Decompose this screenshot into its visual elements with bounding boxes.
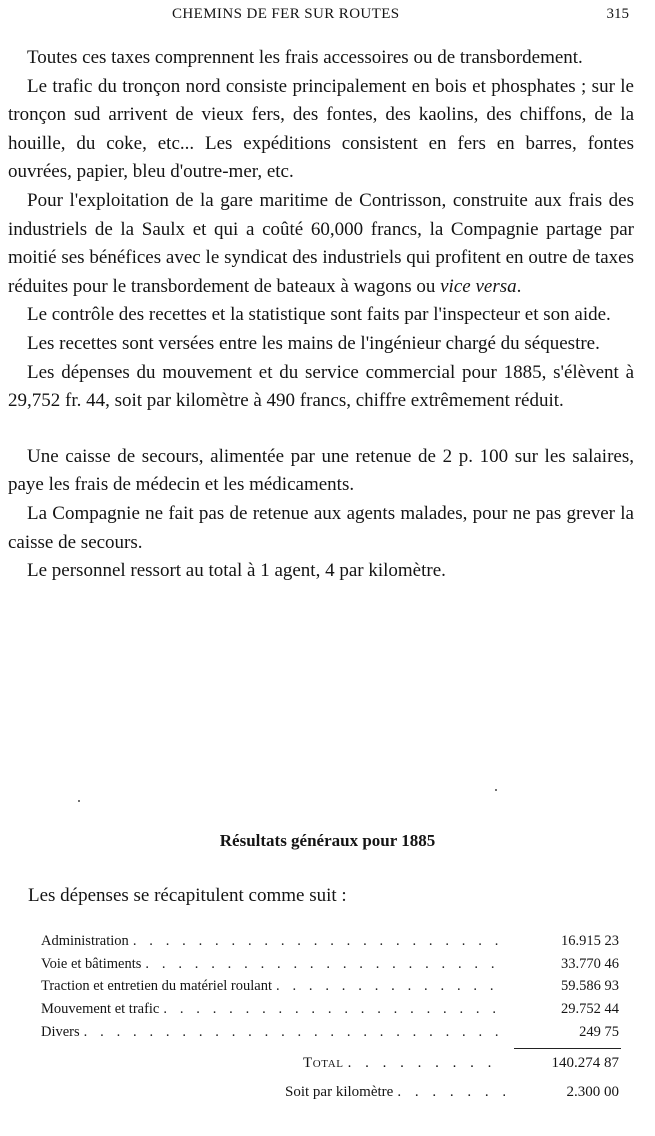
- per-km-row: [285, 1084, 619, 1101]
- running-title: CHEMINS DE FER SUR ROUTES: [172, 6, 400, 22]
- total-row: [303, 1055, 619, 1072]
- expense-ledger: [41, 933, 619, 1100]
- paragraph: Les recettes sont versées entre les mains de l'ingénieur chargé du séquestre.: [27, 332, 600, 354]
- total-label: Total: [303, 1055, 344, 1071]
- dot-leader: [397, 1084, 505, 1101]
- paragraph: La Compagnie ne fait pas de retenue aux agents malades, pour ne pas grever la caisse de secours.: [8, 502, 634, 553]
- paragraph-text: Pour l'exploitation de la gare maritime de Contrisson, construite aux frais des industriels de la Saulx et qui a coûté 60,000 francs, la Compagnie partage par moitié ses bénéfices avec le syndicat des industriels qui profitent en outre de taxes réduites pour le transbordement de bateaux à wagons ou: [8, 189, 634, 297]
- print-speck: [495, 789, 497, 791]
- page-number: 315: [606, 6, 629, 22]
- paragraph: Le contrôle des recettes et la statistique sont faits par l'inspecteur et son aide.: [27, 304, 611, 326]
- ledger-amount: 16.915 23: [561, 933, 619, 949]
- paragraph: Toutes ces taxes comprennent les frais accessoires ou de transbordement.: [27, 47, 583, 68]
- paragraph-contrisson: [8, 187, 634, 301]
- ledger-row: [41, 1024, 619, 1047]
- ledger-amount: 249 75: [579, 1023, 619, 1040]
- print-speck: [78, 800, 80, 802]
- paragraph: Le personnel ressort au total à 1 agent, 4 par kilomètre.: [27, 560, 446, 582]
- dot-leader: [163, 1001, 505, 1018]
- dot-leader: [348, 1055, 505, 1072]
- ledger-amount: 33.770 46: [561, 955, 619, 972]
- italic-phrase: vice versa: [440, 275, 517, 297]
- summary-intro: Les dépenses se récapitulent comme suit :: [28, 885, 347, 906]
- ledger-amount: 29.752 44: [561, 1001, 619, 1018]
- dot-leader: [276, 978, 505, 995]
- dot-leader: [133, 933, 505, 950]
- per-km-label: Soit par kilomètre: [285, 1084, 394, 1100]
- ledger-label: Divers: [41, 1023, 80, 1040]
- paragraph: Une caisse de secours, alimentée par une retenue de 2 p. 100 sur les salaires, paye les frais de médecin et les médicaments.: [8, 445, 634, 496]
- paragraph: Le trafic du tronçon nord consiste principalement en bois et phosphates ; sur le tronçon sud arrivent de vieux fers, des fontes, des kaolins, des chiffons, de la houille, du coke, etc... Les expéditions consistent en fers en barres, fontes ouvrées, papier, bleu d'outre-mer, etc.: [8, 75, 634, 183]
- ledger-label: Traction et entretien du matériel roulant: [41, 978, 272, 995]
- paragraph-end: .: [516, 275, 522, 297]
- page-header: [0, 6, 655, 28]
- total-amount: 140.274 87: [551, 1055, 619, 1071]
- section-title: Résultats généraux pour 1885: [219, 831, 436, 850]
- ledger-row: [41, 956, 619, 979]
- ledger-label: Voie et bâtiments: [41, 955, 142, 972]
- ledger-label: Mouvement et trafic: [41, 1001, 160, 1018]
- body-text: [8, 44, 634, 586]
- ledger-label: Administration: [41, 933, 129, 949]
- total-rule: [514, 1048, 621, 1049]
- ledger-row: [41, 933, 619, 956]
- paragraph: Les dépenses du mouvement et du service commercial pour 1885, s'élèvent à 29,752 fr. 44, soit par kilomètre à 490 francs, chiffre extrêmement réduit.: [8, 361, 634, 412]
- per-km-amount: 2.300 00: [566, 1084, 619, 1100]
- dot-leader: [145, 956, 505, 973]
- ledger-row: [41, 1001, 619, 1024]
- ledger-row: [41, 978, 619, 1001]
- ledger-amount: 59.586 93: [561, 978, 619, 995]
- dot-leader: [84, 1024, 505, 1041]
